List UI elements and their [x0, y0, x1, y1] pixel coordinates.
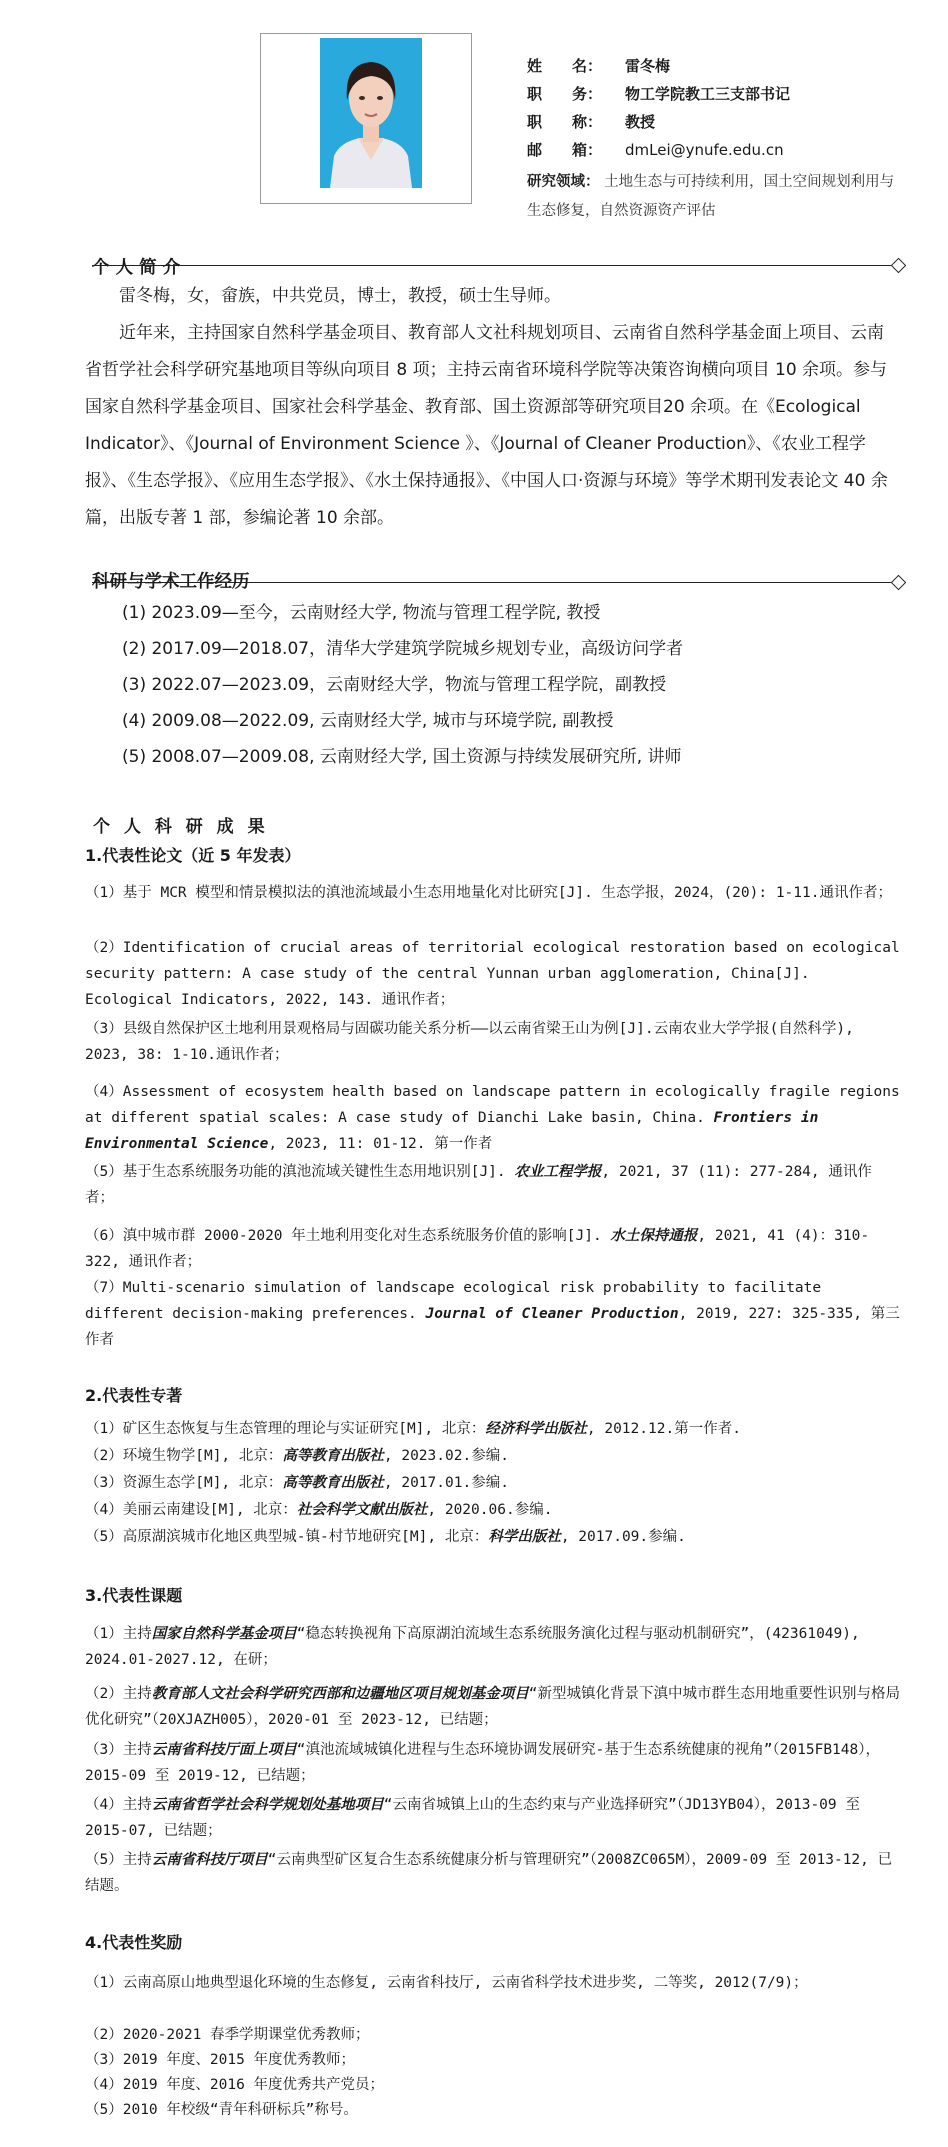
email-label: 邮 箱： [527, 141, 603, 159]
paper-journal: Journal of Cleaner Production [425, 1306, 679, 1322]
paper-item [85, 1275, 900, 1353]
award-item [85, 2022, 900, 2048]
award-text: （2）2020-2021 春季学期课堂优秀教师； [85, 2027, 370, 2043]
project-text: （3）主持 [85, 1742, 152, 1758]
title-row [527, 108, 907, 136]
book-text: （5）高原湖滨城市化地区典型城-镇-村节地研究[M], 北京： [85, 1529, 489, 1545]
position-row [527, 80, 907, 108]
project-fund: 云南省哲学社会科学规划处基地项目 [151, 1797, 384, 1813]
books-heading: 2.代表性专著 [85, 1386, 183, 1405]
papers-heading: 1.代表性论文（近 5 年发表） [85, 846, 301, 865]
project-fund: 云南省科技厅面上项目 [151, 1742, 297, 1758]
book-text: （1）矿区生态恢复与生态管理的理论与实证研究[M], 北京： [85, 1421, 486, 1437]
experience-list [122, 595, 683, 775]
research-field [527, 168, 907, 226]
project-text: （4）主持 [85, 1797, 152, 1813]
project-item [85, 1847, 900, 1899]
paper-item [85, 880, 900, 906]
project-text: （2）主持 [85, 1686, 152, 1702]
paper-item [85, 1079, 900, 1157]
awards-heading: 4.代表性奖励 [85, 1933, 183, 1952]
paper-text: , 2021, 37 (11): 277-284, 通讯作者； [85, 1164, 872, 1206]
project-text: “滇池流域城镇化进程与生态环境协调发展研究-基于生态系统健康的视角”（2015FB148），2015-09 至 2019-12, 已结题； [85, 1742, 880, 1784]
book-text: （2）环境生物学[M], 北京： [85, 1448, 283, 1464]
award-item [85, 2047, 900, 2073]
paper-text: （7）Multi-scenario simulation of landscape ecological risk probability to facilitate different decision-making preferences. [85, 1280, 822, 1322]
paper-journal: Frontiers in Environmental Science [85, 1110, 819, 1152]
project-text: “云南典型矿区复合生态系统健康分析与管理研究”（2008ZC065M），2009-09 至 2013-12, 已结题。 [85, 1852, 893, 1894]
title-label: 职 称： [527, 113, 603, 131]
intro-diamond-icon [891, 258, 907, 274]
paper-text: （4）Assessment of ecosystem health based on landscape pattern in ecologically fragile regions at different spatial scales: A case study of Dianchi Lake basin, China. [85, 1084, 900, 1126]
intro-heading: 个 人 简 介 [92, 258, 181, 278]
project-fund: 云南省科技厅项目 [151, 1852, 268, 1868]
project-item [85, 1681, 900, 1733]
book-publisher: 经济科学出版社 [485, 1421, 587, 1437]
award-text: （1）云南高原山地典型退化环境的生态修复, 云南省科技厅, 云南省科学技术进步奖, 二等奖, 2012(7/9)； [85, 1975, 808, 1991]
project-text: （1）主持 [85, 1626, 152, 1642]
book-text: , 2017.09.参编. [560, 1529, 686, 1545]
project-item [85, 1621, 900, 1673]
book-publisher: 高等教育出版社 [282, 1448, 384, 1464]
profile-info [527, 52, 907, 226]
project-text: “新型城镇化背景下滇中城市群生态用地重要性识别与格局优化研究”（20XJAZH005），2020-01 至 2023-12, 已结题； [85, 1686, 900, 1728]
project-item [85, 1737, 900, 1789]
name-value: 雷冬梅 [625, 57, 671, 75]
paper-item [85, 1223, 900, 1275]
results-heading: 个 人 科 研 成 果 [93, 817, 269, 837]
name-label: 姓 名： [527, 57, 603, 75]
project-item [85, 1792, 900, 1844]
project-text: “云南省城镇上山的生态约束与产业选择研究”（JD13YB04），2013-09 至 2015-07, 已结题； [85, 1797, 860, 1839]
profile-photo [320, 38, 422, 188]
intro-para-2: 近年来，主持国家自然科学基金项目、教育部人文社科规划项目、云南省自然科学基金面上项目、云南省哲学社会科学研究基地项目等纵向项目 8 项；主持云南省环境科学院等决策咨询横向项目 10 余项。参与国家自然科学基金项目、国家社会科学基金、教育部、国土资源部等研究项目20 余项。在《Ecological Indicator》、《Journal of Environment Science 》、《Journal of Cleaner Production》、《农业工程学报》、《生态学报》、《应用生态学报》、《水土保持通报》、《中国人口·资源与环境》等学术期刊发表论文 40 余篇，出版专著 1 部，参编论著 10 余部。 [85, 323, 888, 528]
project-fund: 教育部人文社会科学研究西部和边疆地区项目规划基金项目 [151, 1686, 529, 1702]
email-row [527, 136, 907, 164]
book-item [85, 1416, 900, 1442]
experience-divider [92, 582, 895, 583]
project-fund: 国家自然科学基金项目 [151, 1626, 297, 1642]
email-value[interactable]: dmLei@ynufe.edu.cn [625, 141, 784, 159]
paper-item [85, 1016, 900, 1068]
book-text: （4）美丽云南建设[M], 北京： [85, 1502, 297, 1518]
experience-item: (5) 2008.07—2009.08, 云南财经大学, 国土资源与持续发展研究所, 讲师 [122, 747, 682, 767]
award-item [85, 1970, 900, 1996]
award-item [85, 2072, 900, 2098]
paper-journal: 水土保持通报 [610, 1228, 698, 1244]
paper-text: （3）县级自然保护区土地利用景观格局与固碳功能关系分析——以云南省梁王山为例[J].云南农业大学学报(自然科学), 2023, 38: 1-10.通讯作者； [85, 1021, 854, 1063]
title-value: 教授 [625, 113, 656, 131]
experience-diamond-icon [891, 575, 907, 591]
position-label: 职 务： [527, 85, 603, 103]
award-text: （4）2019 年度、2016 年度优秀共产党员； [85, 2077, 385, 2093]
paper-item [85, 935, 900, 1013]
book-item [85, 1497, 900, 1523]
experience-item: (1) 2023.09—至今，云南财经大学, 物流与管理工程学院, 教授 [122, 603, 601, 623]
book-item [85, 1443, 900, 1469]
projects-heading: 3.代表性课题 [85, 1586, 183, 1605]
award-text: （5）2010 年校级“青年科研标兵”称号。 [85, 2102, 358, 2118]
position-value: 物工学院教工三支部书记 [625, 85, 791, 103]
paper-text: , 2023, 11: 01-12. 第一作者 [268, 1136, 493, 1152]
experience-item: (3) 2022.07—2023.09，云南财经大学，物流与管理工程学院，副教授 [122, 675, 667, 695]
book-text: , 2020.06.参编. [427, 1502, 553, 1518]
award-item [85, 2097, 900, 2123]
experience-item: (4) 2009.08—2022.09, 云南财经大学, 城市与环境学院, 副教授 [122, 711, 614, 731]
paper-text: , 2019, 227: 325-335, 第三作者 [85, 1306, 900, 1348]
book-text: , 2017.01.参编. [383, 1475, 509, 1491]
name-row [527, 52, 907, 80]
paper-item [85, 1159, 900, 1211]
intro-para-1: 雷冬梅，女，畲族，中共党员，博士，教授，硕士生导师。 [119, 286, 561, 306]
book-item [85, 1524, 900, 1550]
photo-frame [260, 33, 472, 204]
research-label: 研究领域： [527, 174, 600, 190]
book-text: , 2023.02.参编. [383, 1448, 509, 1464]
project-text: （5）主持 [85, 1852, 152, 1868]
book-text: （3）资源生态学[M], 北京： [85, 1475, 283, 1491]
paper-text: （6）滇中城市群 2000-2020 年土地利用变化对生态系统服务价值的影响[J]. [85, 1228, 602, 1244]
experience-item: (2) 2017.09—2018.07，清华大学建筑学院城乡规划专业，高级访问学者 [122, 639, 684, 659]
paper-text: （5）基于生态系统服务功能的滇池流域关键性生态用地识别[J]. [85, 1164, 506, 1180]
intro-divider [92, 265, 895, 266]
paper-text: , 2021, 41 (4)：310-322, 通讯作者； [85, 1228, 870, 1270]
award-text: （3）2019 年度、2015 年度优秀教师； [85, 2052, 356, 2068]
book-publisher: 高等教育出版社 [282, 1475, 384, 1491]
research-value: 土地生态与可持续利用，国土空间规划利用与生态修复，自然资源资产评估 [527, 174, 895, 219]
book-publisher: 社会科学文献出版社 [296, 1502, 428, 1518]
paper-journal: 农业工程学报 [514, 1164, 602, 1180]
intro-text [85, 278, 900, 537]
experience-heading: 科研与学术工作经历 [92, 572, 250, 592]
book-publisher: 科学出版社 [488, 1529, 561, 1545]
paper-text: （2）Identification of crucial areas of territorial ecological restoration based on ecological security pattern: A case study of the central Yunnan urban agglomeration, China[J]. Ecological Indicators, 2022, 143. 通讯作者； [85, 940, 900, 1008]
paper-text: （1）基于 MCR 模型和情景模拟法的滇池流域最小生态用地量化对比研究[J]. 生态学报，2024，(20): 1-11.通讯作者； [85, 885, 892, 901]
book-item [85, 1470, 900, 1496]
book-text: , 2012.12.第一作者. [586, 1421, 741, 1437]
project-text: “稳态转换视角下高原湖泊流域生态系统服务演化过程与驱动机制研究”，(42361049), 2024.01-2027.12, 在研； [85, 1626, 860, 1668]
